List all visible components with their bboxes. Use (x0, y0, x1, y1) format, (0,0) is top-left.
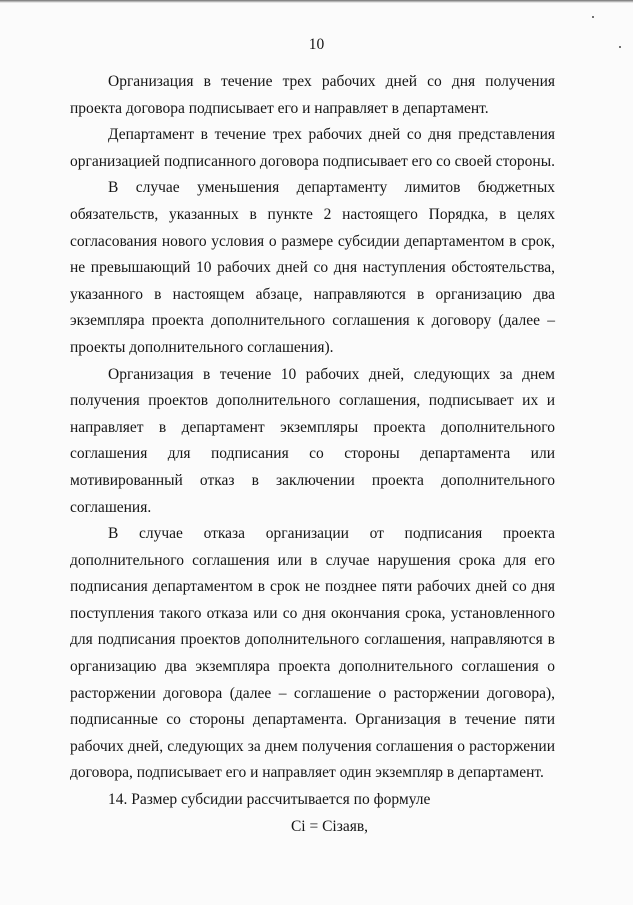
paragraph-department-signing: Департамент в течение трех рабочих дней со дня представления организацией подписанного договора подписывает его со своей стороны. (70, 126, 555, 170)
paragraph-subsidy-formula-intro: 14. Размер субсидии рассчитывается по формуле (108, 791, 431, 809)
scan-speck (592, 16, 594, 18)
subsidy-formula: Сi = Сiзаяв, (290, 817, 369, 835)
paragraph-limit-reduction: В случае уменьшения департаменту лимитов бюджетных обязательств, указанных в пункте 2 настоящего Порядка, в целях согласования нового условия о размере субсидии департаментом в срок, не превышающий 10 рабочих дней со дня наступления обстоятельства, указанного в настоящем абзаце, направляются в организацию два экземпляра проекта дополнительного соглашения к договору (далее – проекты дополнительного соглашения). (70, 179, 555, 356)
paragraph-refusal: В случае отказа организации от подписания проекта дополнительного соглашения или в случае нарушения срока для его подписания департаментом в срок не позднее пяти рабочих дней со дня поступления такого отказа или со дня окончания срока, установленного для подписания проектов дополнительного соглашения, направляются в организацию два экземпляра проекта дополнительного соглашения о расторжении договора (далее – соглашение о расторжении договора), подписанные со стороны департамента. Организация в течение пяти рабочих дней, следующих за днем получения соглашения о расторжении договора, подписывает его и направляет один экземпляр в департамент. (70, 525, 555, 782)
paragraph-signing: Организация в течение трех рабочих дней со дня получения проекта договора подписывает его и направляет в департамент. (70, 73, 555, 117)
paragraph-additional-agreement: Организация в течение 10 рабочих дней, следующих за днем получения проектов дополнительного соглашения, подписывает их и направляет в департамент экземпляры проекта дополнительного соглашения для подписания со стороны департамента или мотивированный отказ в заключении проекта дополнительного соглашения. (70, 365, 555, 516)
document-body (70, 69, 555, 840)
scan-top-edge (0, 0, 633, 3)
page-number: 10 (308, 36, 325, 53)
